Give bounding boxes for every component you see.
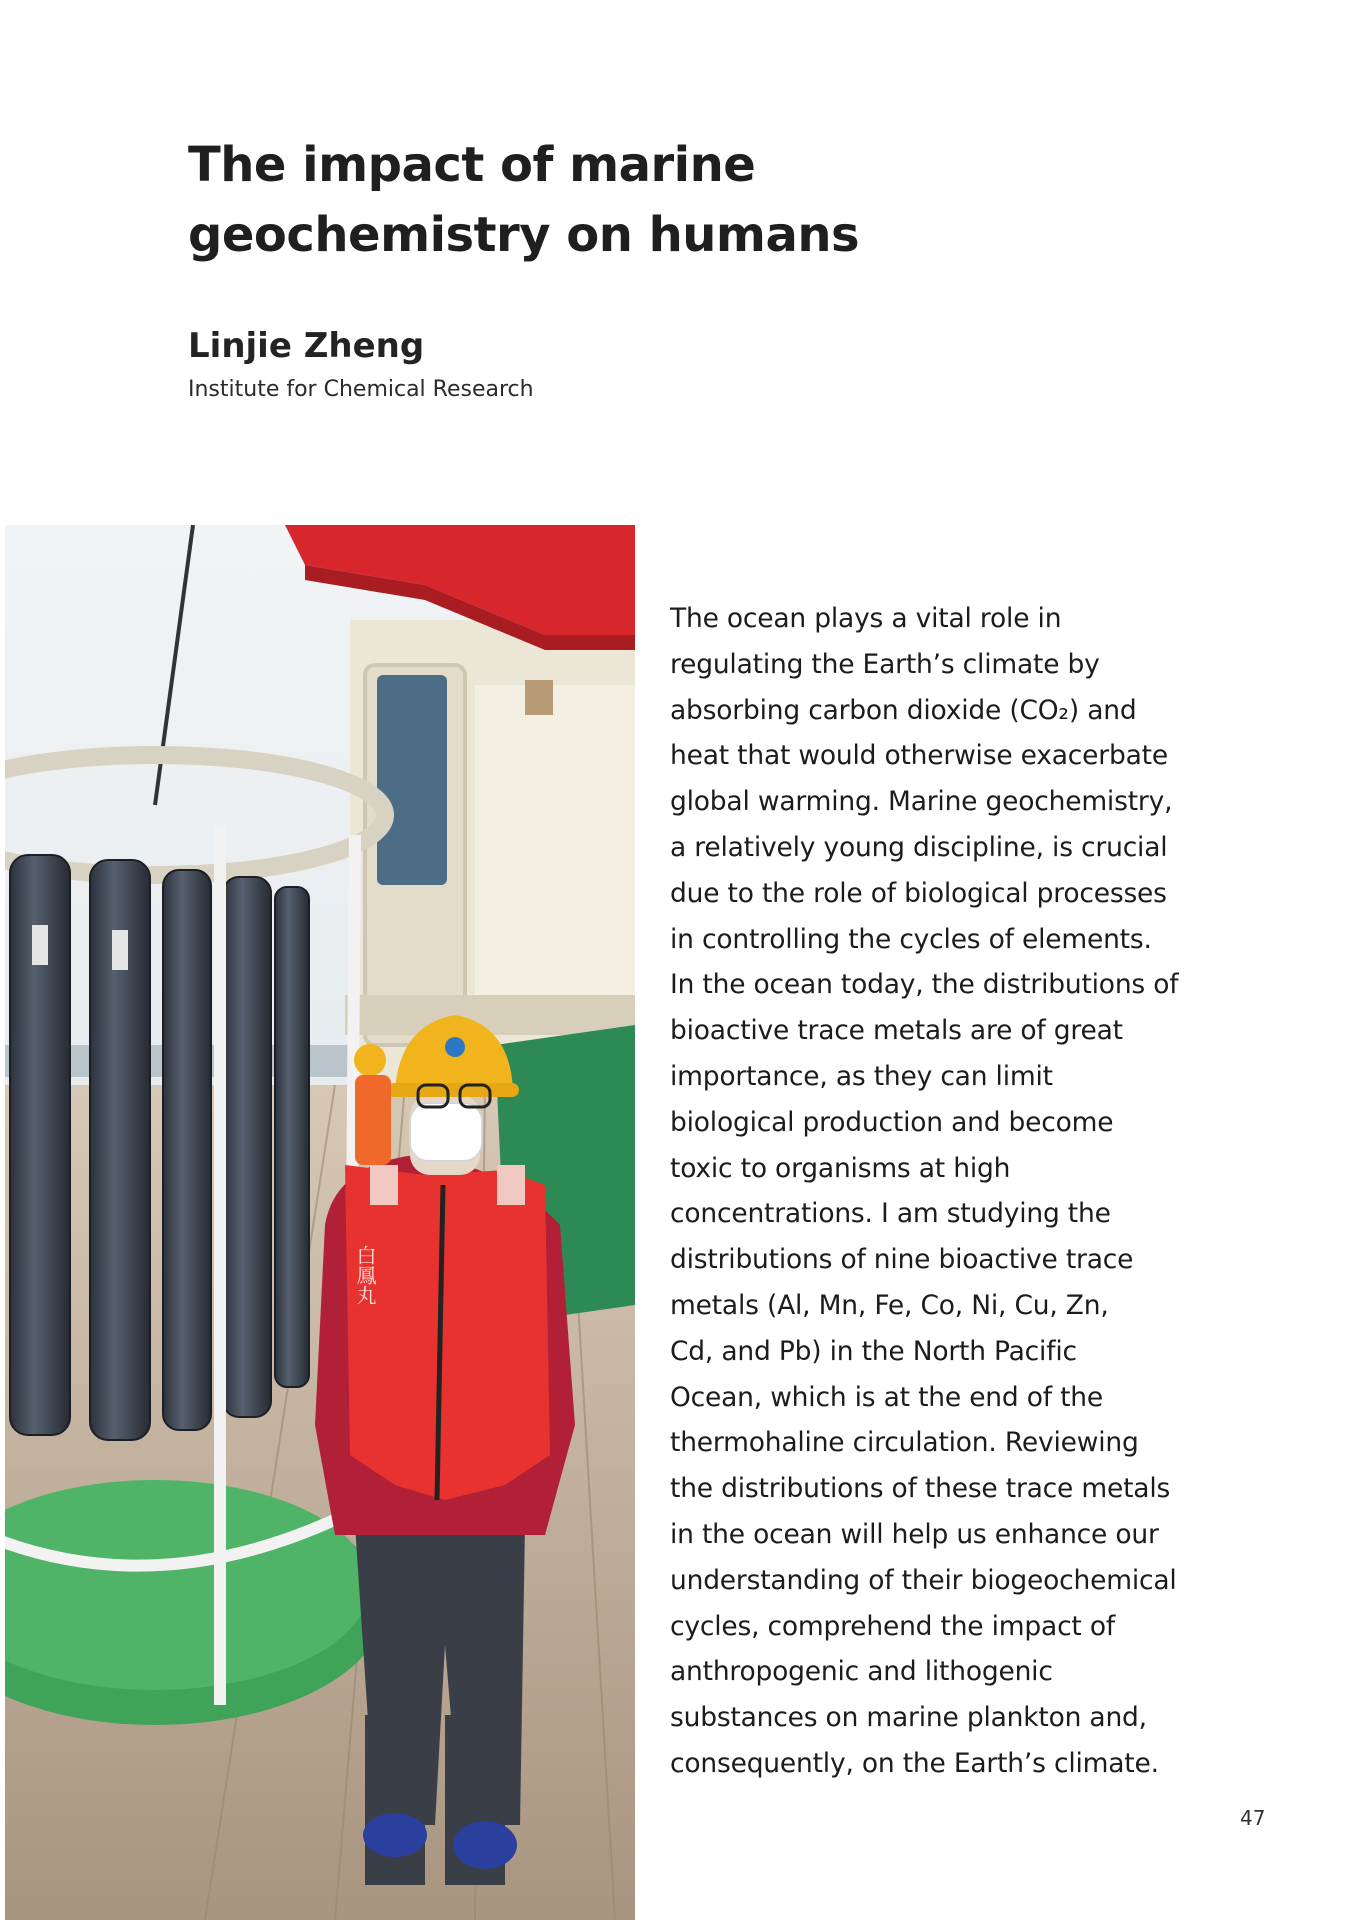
body-line: metals (Al, Mn, Fe, Co, Ni, Cu, Zn, (670, 1289, 1109, 1321)
body-line: understanding of their biogeochemical (670, 1564, 1177, 1596)
body-line: heat that would otherwise exacerbate (670, 740, 1168, 772)
body-line: regulating the Earth’s climate by (670, 648, 1100, 680)
body-line: consequently, on the Earth’s climate. (670, 1747, 1159, 1779)
title-line-1: The impact of marine (188, 137, 756, 193)
body-line: due to the role of biological processes (670, 877, 1167, 909)
body-line: cycles, comprehend the impact of (670, 1610, 1115, 1642)
body-line: toxic to organisms at high (670, 1152, 1011, 1184)
author-affiliation: Institute for Chemical Research (188, 377, 534, 402)
body-line: anthropogenic and lithogenic (670, 1656, 1053, 1688)
body-line: biological production and become (670, 1106, 1114, 1138)
body-line: absorbing carbon dioxide (CO₂) and (670, 694, 1137, 726)
body-line: Cd, and Pb) in the North Pacific (670, 1335, 1077, 1367)
title-line-2: geochemistry on humans (188, 207, 860, 263)
ship-cabin (345, 620, 635, 1100)
crew-member (354, 1044, 391, 1165)
body-line: thermohaline circulation. Reviewing (670, 1427, 1139, 1459)
body-line: in controlling the cycles of elements. (670, 923, 1152, 955)
body-line: concentrations. I am studying the (670, 1198, 1111, 1230)
body-line: In the ocean today, the distributions of (670, 969, 1179, 1001)
body-line: the distributions of these trace metals (670, 1473, 1171, 1505)
author-name: Linjie Zheng (188, 326, 425, 366)
body-line: Ocean, which is at the end of the (670, 1381, 1103, 1413)
article-title (188, 130, 859, 270)
researcher-photo (5, 525, 635, 1920)
body-line: distributions of nine bioactive trace (670, 1244, 1134, 1276)
body-line: The ocean plays a vital role in (670, 603, 1062, 634)
body-line: global warming. Marine geochemistry, (670, 786, 1173, 818)
body-line: a relatively young discipline, is crucial (670, 831, 1168, 863)
article-body (670, 596, 1230, 1787)
body-line: in the ocean will help us enhance our (670, 1518, 1159, 1550)
body-line: importance, as they can limit (670, 1060, 1053, 1092)
page-number: 47 (1240, 1806, 1266, 1830)
body-line: substances on marine plankton and, (670, 1702, 1147, 1734)
body-line: bioactive trace metals are of great (670, 1015, 1123, 1047)
vest-lettering: 白鳳丸 (353, 1245, 377, 1305)
